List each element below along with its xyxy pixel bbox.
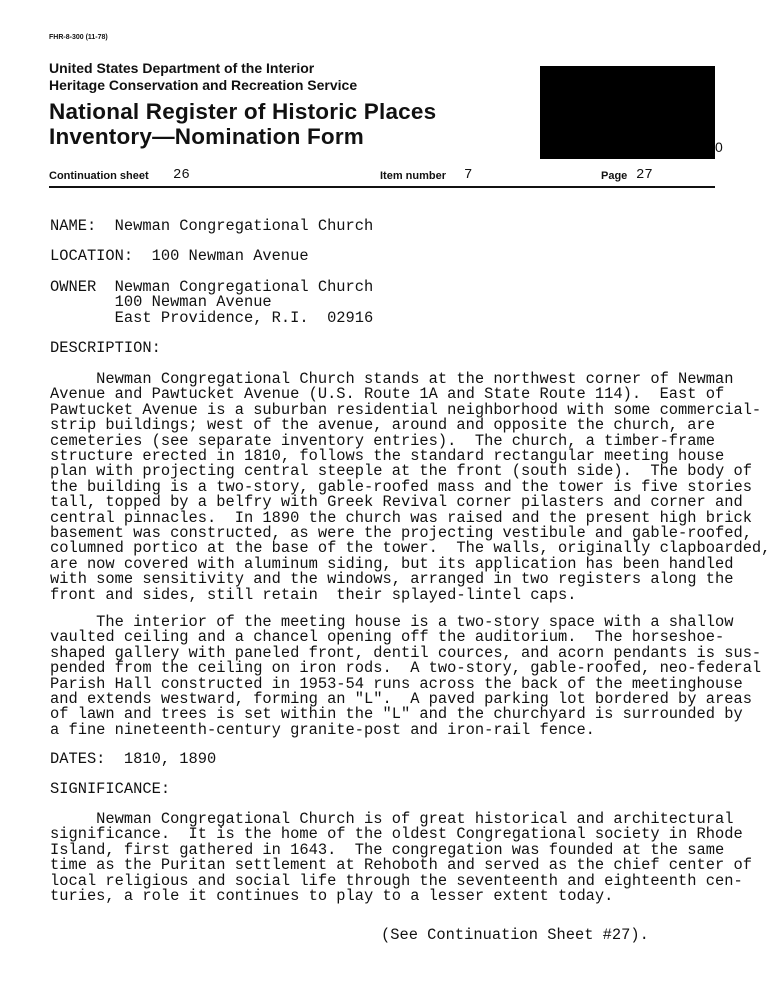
text-line: plan with projecting central steeple at the front (south side). The body of xyxy=(50,462,752,481)
text-line: pended from the ceiling on iron rods. A two-story, gable-roofed, neo-federal xyxy=(50,659,762,678)
description-paragraph-1 xyxy=(50,372,770,603)
text-line: shaped gallery with paneled front, dentil cources, and acorn pendants is sus- xyxy=(50,643,762,662)
owner-block xyxy=(50,280,373,326)
continuation-note: (See Continuation Sheet #27). xyxy=(381,926,649,944)
text-line: Pawtucket Avenue is a suburban residential neighborhood with some commercial- xyxy=(50,400,762,419)
text-line: basement was constructed, as were the projecting vestibule and gable-roofed, xyxy=(50,524,752,543)
service-line: Heritage Conservation and Recreation Service xyxy=(49,77,358,93)
text-line: time as the Puritan settlement at Rehoboth and served as the chief center of xyxy=(50,856,752,875)
form-code: FHR-8-300 (11-78) xyxy=(49,34,108,41)
text-line: significance. It is the home of the oldest Congregational society in Rhode xyxy=(50,825,743,844)
item-number-value: 7 xyxy=(464,167,473,183)
text-line: strip buildings; west of the avenue, around and opposite the church, are xyxy=(50,416,715,435)
text-line: the building is a two-story, gable-roofed mass and the tower is five stories xyxy=(50,477,752,496)
text-line: Island, first gathered in 1643. The congregation was founded at the same xyxy=(50,840,725,859)
text-line: Newman Congregational Church stands at the northwest corner of Newman xyxy=(50,370,734,388)
text-line: and extends westward, forming an "L". A paved parking lot bordered by areas xyxy=(50,690,752,709)
text-line: with some sensitivity and the windows, arranged in two registers along the xyxy=(50,570,734,589)
continuation-sheet-label: Continuation sheet xyxy=(49,170,149,182)
dates-field: DATES: 1810, 1890 xyxy=(50,750,217,768)
description-heading: DESCRIPTION: xyxy=(50,339,161,357)
owner-line: 100 Newman Avenue xyxy=(50,293,272,312)
text-line: are now covered with aluminum siding, but its application has been handled xyxy=(50,554,734,573)
owner-line: East Providence, R.I. 02916 xyxy=(50,308,374,327)
text-line: structure erected in 1810, follows the standard rectangular meeting house xyxy=(50,447,725,466)
text-line: of lawn and trees is set within the "L" and the churchyard is surrounded by xyxy=(50,705,743,724)
box-fragment: 0 xyxy=(715,139,723,155)
text-line: turies, a role it continues to play to a lesser extent today. xyxy=(50,887,614,906)
text-line: Parish Hall constructed in 1953-54 runs across the back of the meetinghouse xyxy=(50,674,743,693)
form-title-line1: National Register of Historic Places xyxy=(49,99,437,124)
significance-heading: SIGNIFICANCE: xyxy=(50,780,171,798)
page-label: Page xyxy=(601,170,628,182)
form-title-line2: Inventory—Nomination Form xyxy=(49,124,365,149)
text-line: a fine nineteenth-century granite-post and iron-rail fence. xyxy=(50,720,595,739)
significance-paragraph xyxy=(50,812,752,904)
text-line: Avenue and Pawtucket Avenue (U.S. Route 1A and State Route 114). East of xyxy=(50,385,725,404)
name-field: NAME: Newman Congregational Church xyxy=(50,217,374,235)
text-line: vaulted ceiling and a chancel opening off the auditorium. The horseshoe- xyxy=(50,628,725,647)
redaction-box xyxy=(540,66,715,159)
text-line: tall, topped by a belfry with Greek Revival corner pilasters and corner and xyxy=(50,493,743,512)
text-line: local religious and social life through the seventeenth and eighteenth cen- xyxy=(50,871,743,890)
owner-line: OWNER Newman Congregational Church xyxy=(50,278,374,296)
description-paragraph-2 xyxy=(50,615,761,738)
item-number-label: Item number xyxy=(380,170,447,182)
location-field: LOCATION: 100 Newman Avenue xyxy=(50,247,309,265)
text-line: columned portico at the base of the tower. The walls, originally clapboarded, xyxy=(50,539,770,558)
header-rule xyxy=(49,186,715,188)
text-line: front and sides, still retain their splayed-lintel caps. xyxy=(50,585,577,604)
text-line: central pinnacles. In 1890 the church was raised and the present high brick xyxy=(50,508,752,527)
continuation-sheet-value: 26 xyxy=(173,167,190,183)
text-line: The interior of the meeting house is a two-story space with a shallow xyxy=(50,613,734,631)
text-line: Newman Congregational Church is of great historical and architectural xyxy=(50,810,734,828)
page-value: 27 xyxy=(636,167,653,183)
department-line: United States Department of the Interior xyxy=(49,60,315,76)
text-line: cemeteries (see separate inventory entries). The church, a timber-frame xyxy=(50,431,715,450)
